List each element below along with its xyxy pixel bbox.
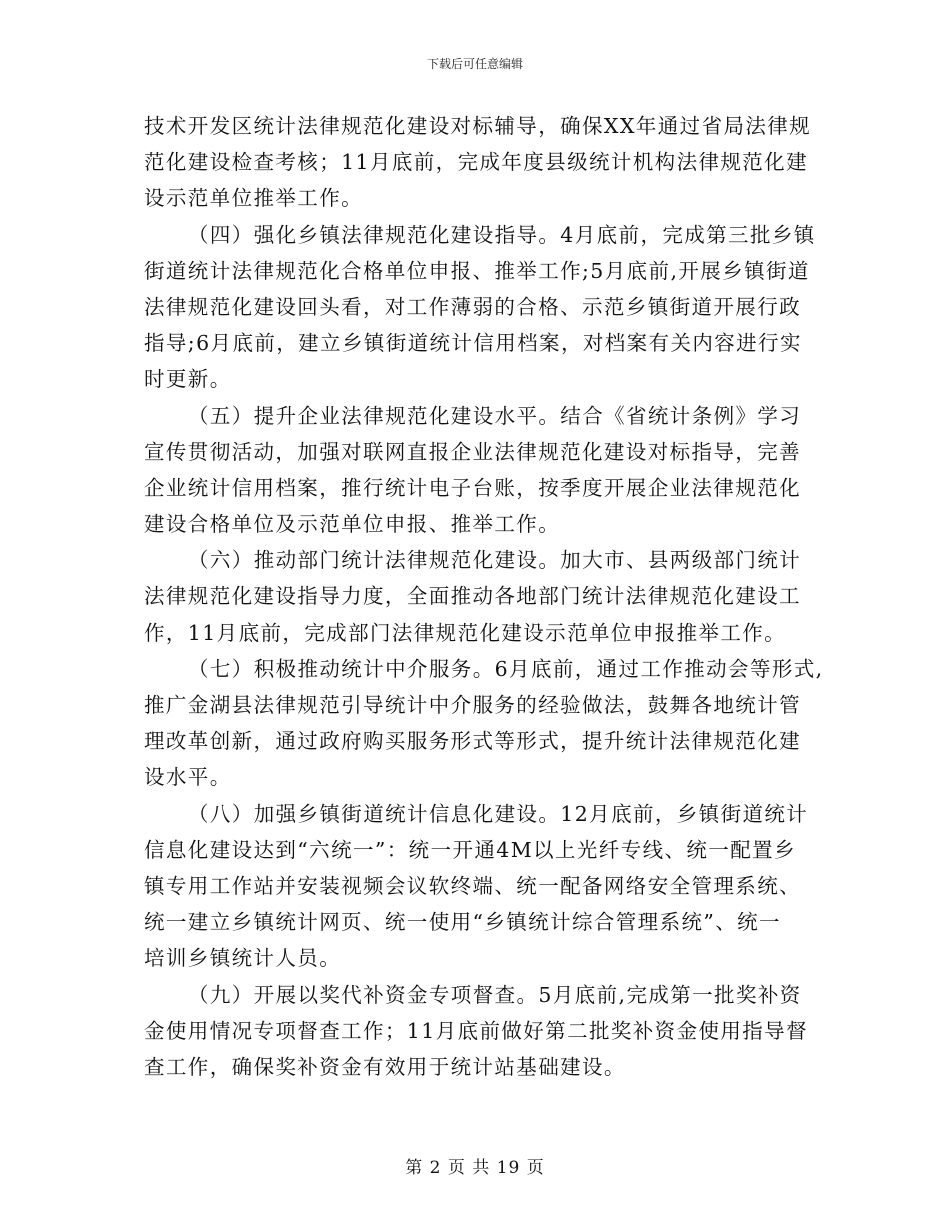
text-line: （五）提升企业法律规范化建设水平。结合《省统计条例》学习 <box>188 403 802 428</box>
text-line: 法律规范化建设回头看，对工作薄弱的合格、示范乡镇街道开展行政 <box>144 294 801 319</box>
text-line: 技术开发区统计法律规范化建设对标辅导，确保XX年通过省局法律规 <box>144 114 812 138</box>
text-line: 街道统计法律规范化合格单位申报、推举工作;5月底前,开展乡镇街道 <box>144 258 810 283</box>
text-line: 作，11月底前，完成部门法律规范化建设示范单位申报推举工作。 <box>144 620 787 645</box>
text-line: 培训乡镇统计人员。 <box>144 946 342 971</box>
text-line: （六）推动部门统计法律规范化建设。加大市、县两级部门统计 <box>188 548 802 573</box>
text-line: 设水平。 <box>144 765 232 790</box>
text-line: 设示范单位推举工作。 <box>144 186 363 211</box>
text-line: 推广金湖县法律规范引导统计中介服务的经验做法，鼓舞各地统计管 <box>144 693 801 717</box>
text-line: （九）开展以奖代补资金专项督查。5月底前,完成第一批奖补资 <box>188 982 802 1007</box>
text-line: （八）加强乡镇街道统计信息化建设。12月底前，乡镇街道统计 <box>188 801 809 826</box>
text-line: 统一建立乡镇统计网页、统一使用“乡镇统计综合管理系统”、统一 <box>144 910 781 935</box>
text-line: 查工作，确保奖补资金有效用于统计站基础建设。 <box>144 1054 626 1079</box>
document-body <box>144 108 834 1085</box>
text-line: 建设合格单位及示范单位申报、推举工作。 <box>144 512 561 537</box>
text-line: 时更新。 <box>144 367 232 392</box>
text-line: 范化建设检查考核；11月底前，完成年度县级统计机构法律规范化建 <box>144 150 808 175</box>
text-line: （四）强化乡镇法律规范化建设指导。4月底前，完成第三批乡镇 <box>188 222 816 247</box>
text-line: 金使用情况专项督查工作；11月底前做好第二批奖补资金使用指导督 <box>144 1018 808 1043</box>
text-line: 理改革创新，通过政府购买服务形式等形式，提升统计法律规范化建 <box>144 729 801 754</box>
text-line: （七）积极推动统计中介服务。6月底前，通过工作推动会等形式, <box>188 656 824 681</box>
text-line: 宣传贯彻活动，加强对联网直报企业法律规范化建设对标指导，完善 <box>144 439 801 464</box>
page-footer: 第 2 页 共 19 页 <box>405 1158 545 1178</box>
text-line: 镇专用工作站并安装视频会议软终端、统一配备网络安全管理系统、 <box>144 873 801 898</box>
text-line: 企业统计信用档案，推行统计电子台账，按季度开展企业法律规范化 <box>144 475 801 500</box>
text-line: 指导;6月底前，建立乡镇街道统计信用档案，对档案有关内容进行实 <box>144 331 802 356</box>
text-line: 信息化建设达到“六统一”：统一开通4M以上光纤专线、统一配置乡 <box>144 837 796 862</box>
page-header: 下载后可任意编辑 <box>426 57 523 71</box>
text-line: 法律规范化建设指导力度，全面推动各地部门统计法律规范化建设工 <box>144 584 801 609</box>
